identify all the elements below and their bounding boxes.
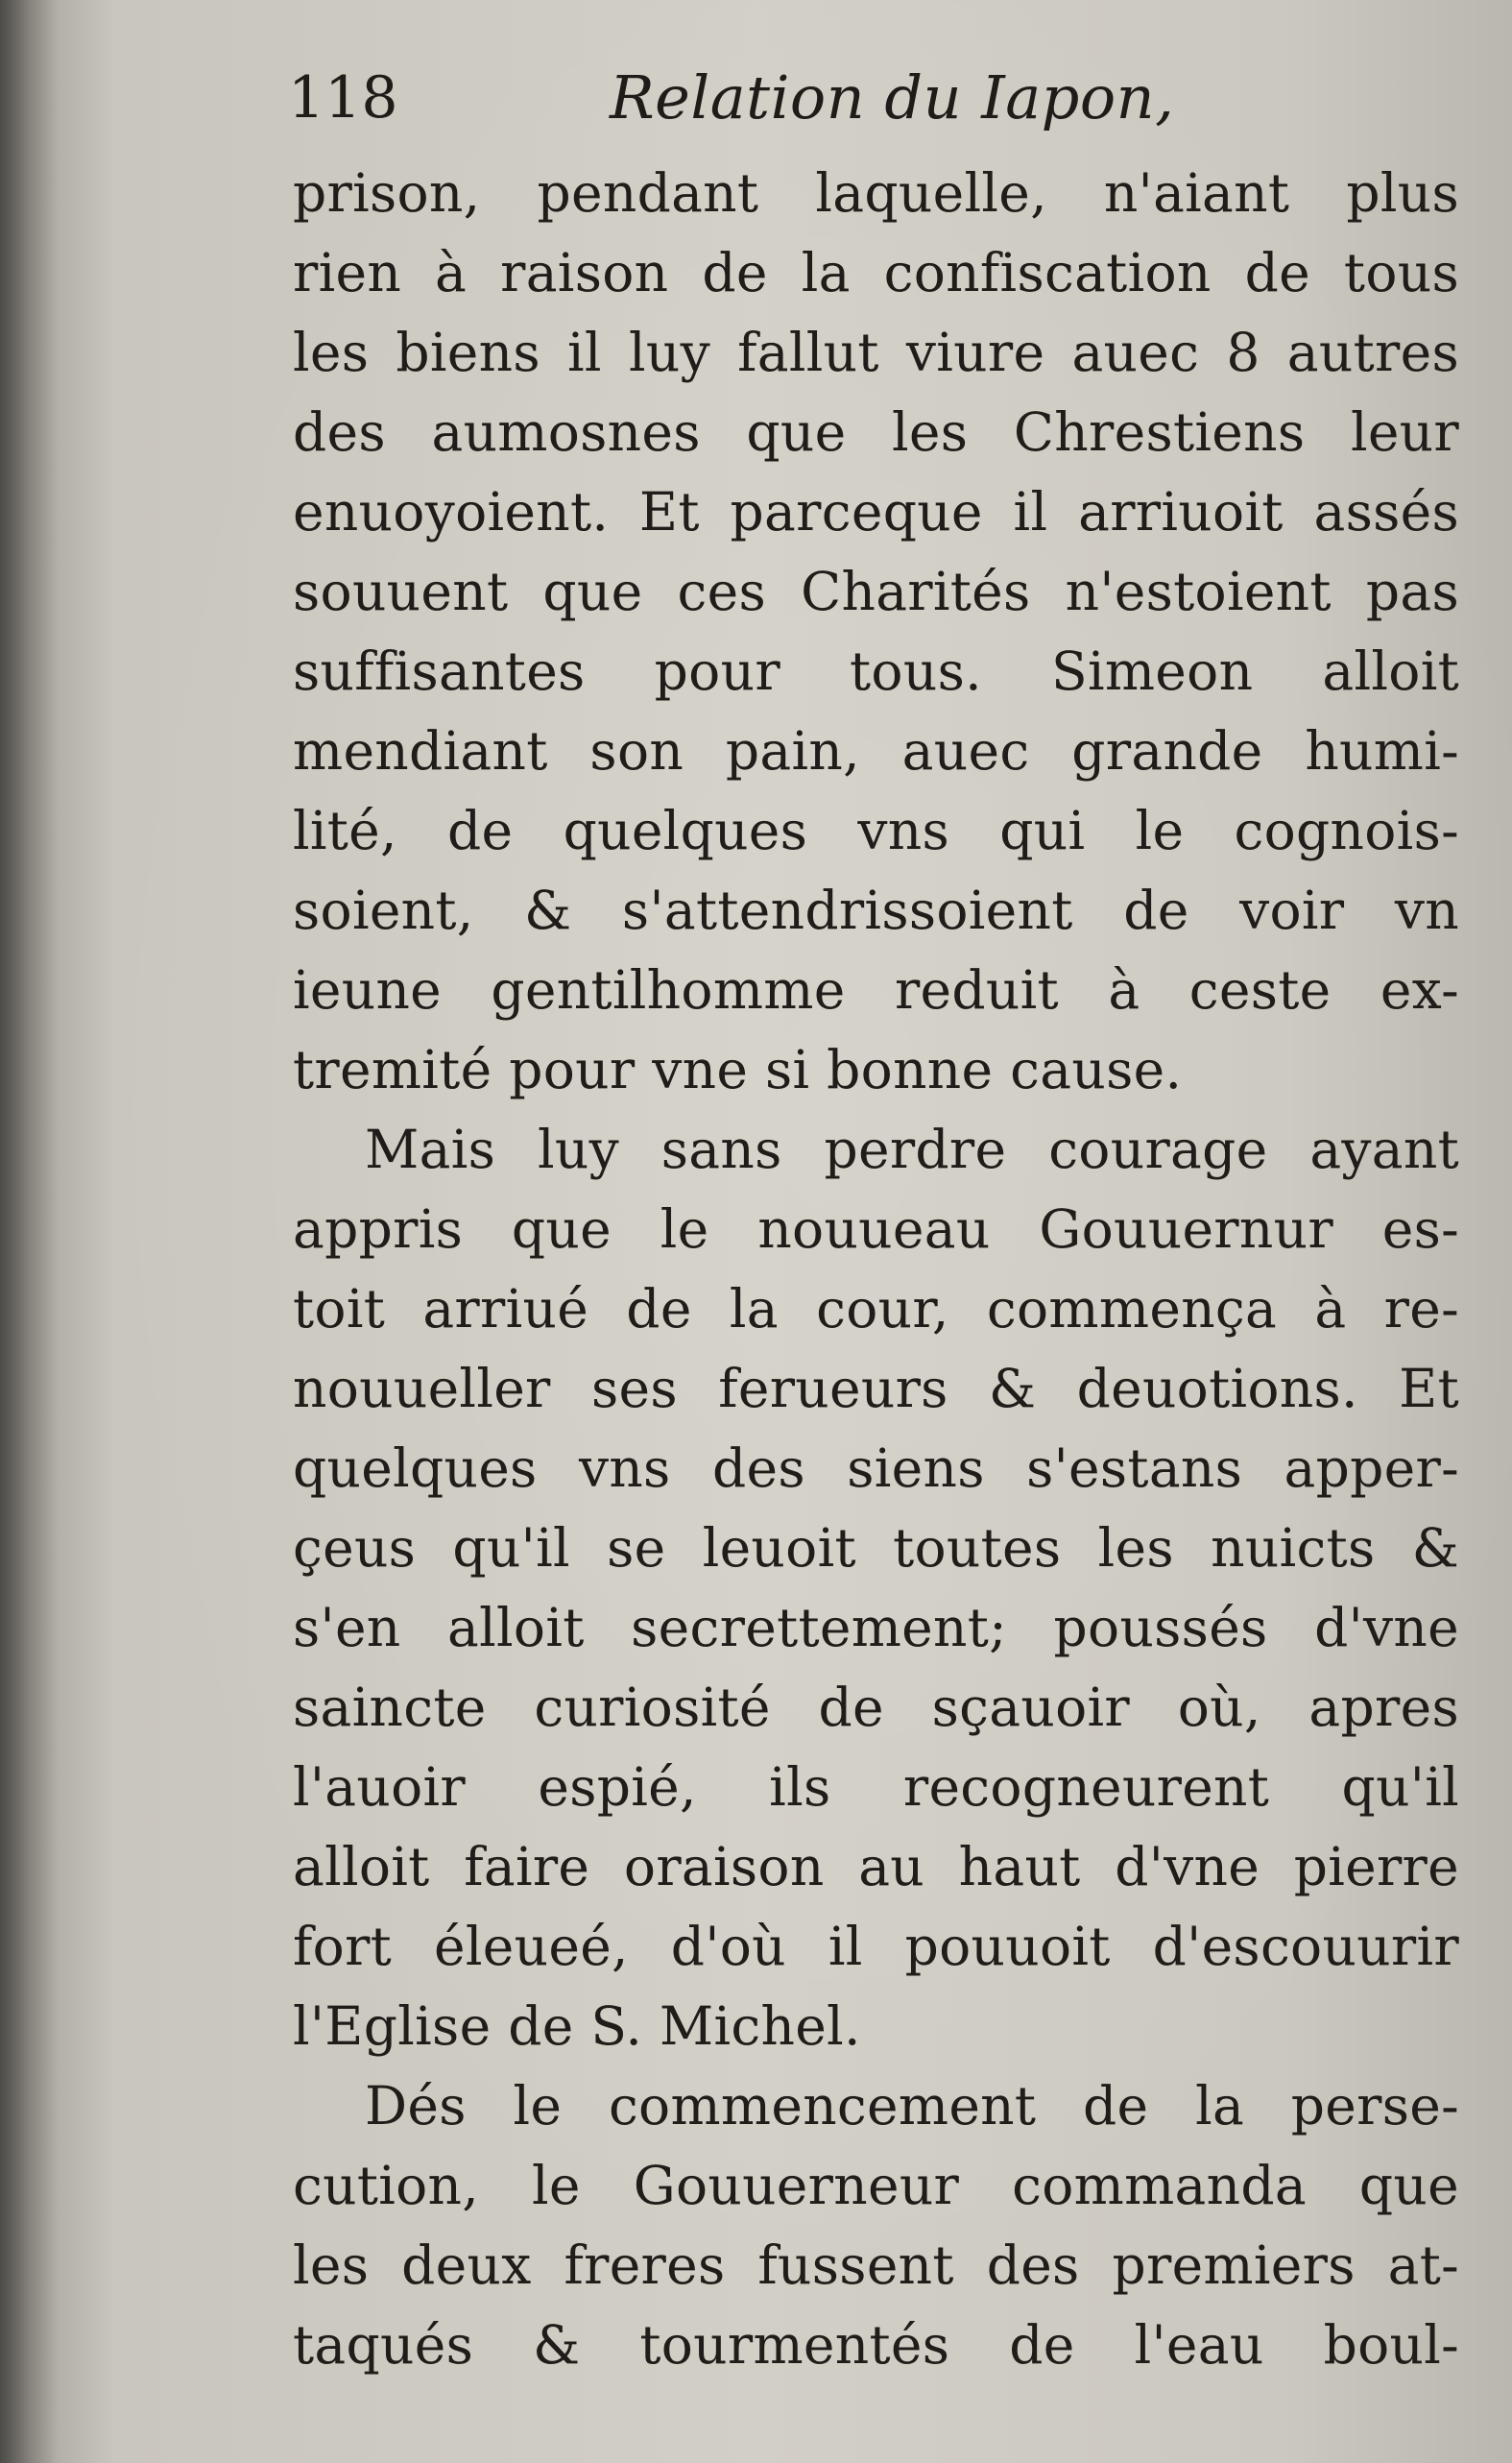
text-line: suffisantes pour tous. Simeon alloit xyxy=(293,640,1459,702)
text-line: souuent que ces Charités n'estoient pas xyxy=(293,561,1459,622)
text-line: lité, de quelques vns qui le cognois- xyxy=(293,800,1459,861)
text-line: ieune gentilhomme reduit à ceste ex- xyxy=(293,959,1459,1021)
text-line: mendiant son pain, auec grande humi- xyxy=(293,720,1459,782)
text-line: cution, le Gouuerneur commanda que xyxy=(293,2155,1459,2216)
page-number: 118 xyxy=(288,64,398,132)
gutter-shadow xyxy=(0,0,58,2463)
paragraph-start-line: Dés le commencement de la perse- xyxy=(365,2075,1459,2137)
text-line: quelques vns des siens s'estans apper- xyxy=(293,1437,1459,1499)
text-line: çeus qu'il se leuoit toutes les nuicts & xyxy=(293,1517,1459,1579)
text-line: fort éleueé, d'où il pouuoit d'escouurir xyxy=(293,1916,1459,1977)
paragraph-end-line: tremité pour vne si bonne cause. xyxy=(293,1039,1183,1100)
text-line: nouueller ses ferueurs & deuotions. Et xyxy=(293,1358,1459,1419)
text-line: toit arriué de la cour, commença à re- xyxy=(293,1278,1459,1340)
text-line: s'en alloit secrettement; poussés d'vne xyxy=(293,1597,1459,1658)
text-line: prison, pendant laquelle, n'aiant plus xyxy=(293,162,1459,224)
text-line: des aumosnes que les Chrestiens leur xyxy=(293,401,1459,463)
body-text xyxy=(293,154,1459,2385)
page-header xyxy=(288,60,1469,136)
text-line: enuoyoient. Et parceque il arriuoit assés xyxy=(293,481,1459,543)
text-line: les deux freres fussent des premiers at- xyxy=(293,2234,1459,2296)
paragraph-start-line: Mais luy sans perdre courage ayant xyxy=(365,1119,1459,1180)
text-line: l'auoir espié, ils recogneurent qu'il xyxy=(293,1756,1459,1818)
text-line: appris que le nouueau Gouuernur es- xyxy=(293,1198,1459,1260)
text-line: taqués & tourmentés de l'eau boul- xyxy=(293,2314,1459,2376)
text-line: soient, & s'attendrissoient de voir vn xyxy=(293,880,1459,941)
text-line: saincte curiosité de sçauoir où, apres xyxy=(293,1677,1459,1738)
text-line: les biens il luy fallut viure auec 8 autres xyxy=(293,322,1459,383)
paragraph-end-line: l'Eglise de S. Michel. xyxy=(293,1995,861,2057)
running-title: Relation du Iapon, xyxy=(610,62,1175,133)
text-line: alloit faire oraison au haut d'vne pierre xyxy=(293,1836,1459,1897)
text-line: rien à raison de la confiscation de tous xyxy=(293,242,1459,303)
